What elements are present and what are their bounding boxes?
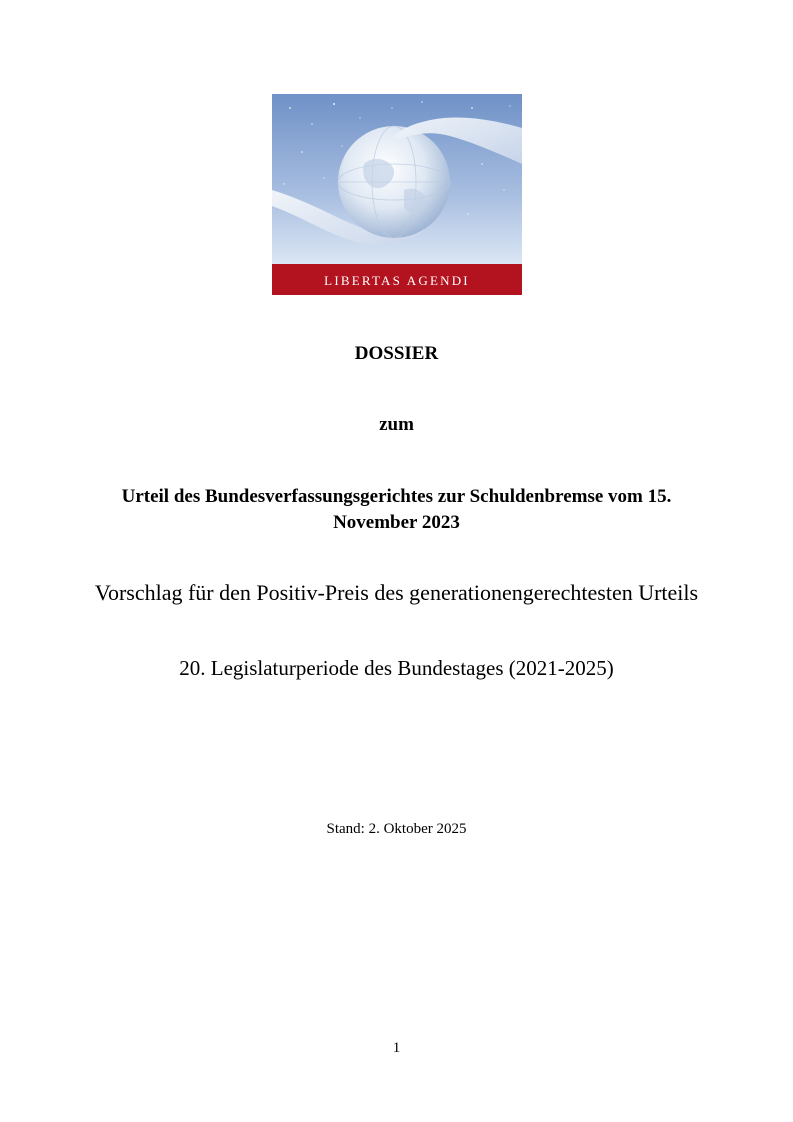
subject-line-1: Urteil des Bundesverfassungsgerichtes zur Schuldenbremse vom 15. [121, 486, 672, 507]
proposal-text: Vorschlag für den Positiv-Preis des generationengerechtesten Urteils [94, 580, 699, 605]
subject-line-2: November 2023 [333, 512, 460, 533]
globe-in-hands-icon [272, 94, 522, 295]
page-number: 1 [392, 1040, 401, 1056]
document-title: DOSSIER [354, 343, 439, 364]
libertas-agendi-logo [272, 94, 522, 295]
document-connector: zum [379, 414, 414, 435]
logo-text: LIBERTAS AGENDI [324, 273, 470, 288]
document-subject [60, 484, 733, 536]
legislative-period: 20. Legislaturperiode des Bundestages (2021-2025) [179, 656, 614, 680]
status-date: Stand: 2. Oktober 2025 [326, 821, 467, 837]
